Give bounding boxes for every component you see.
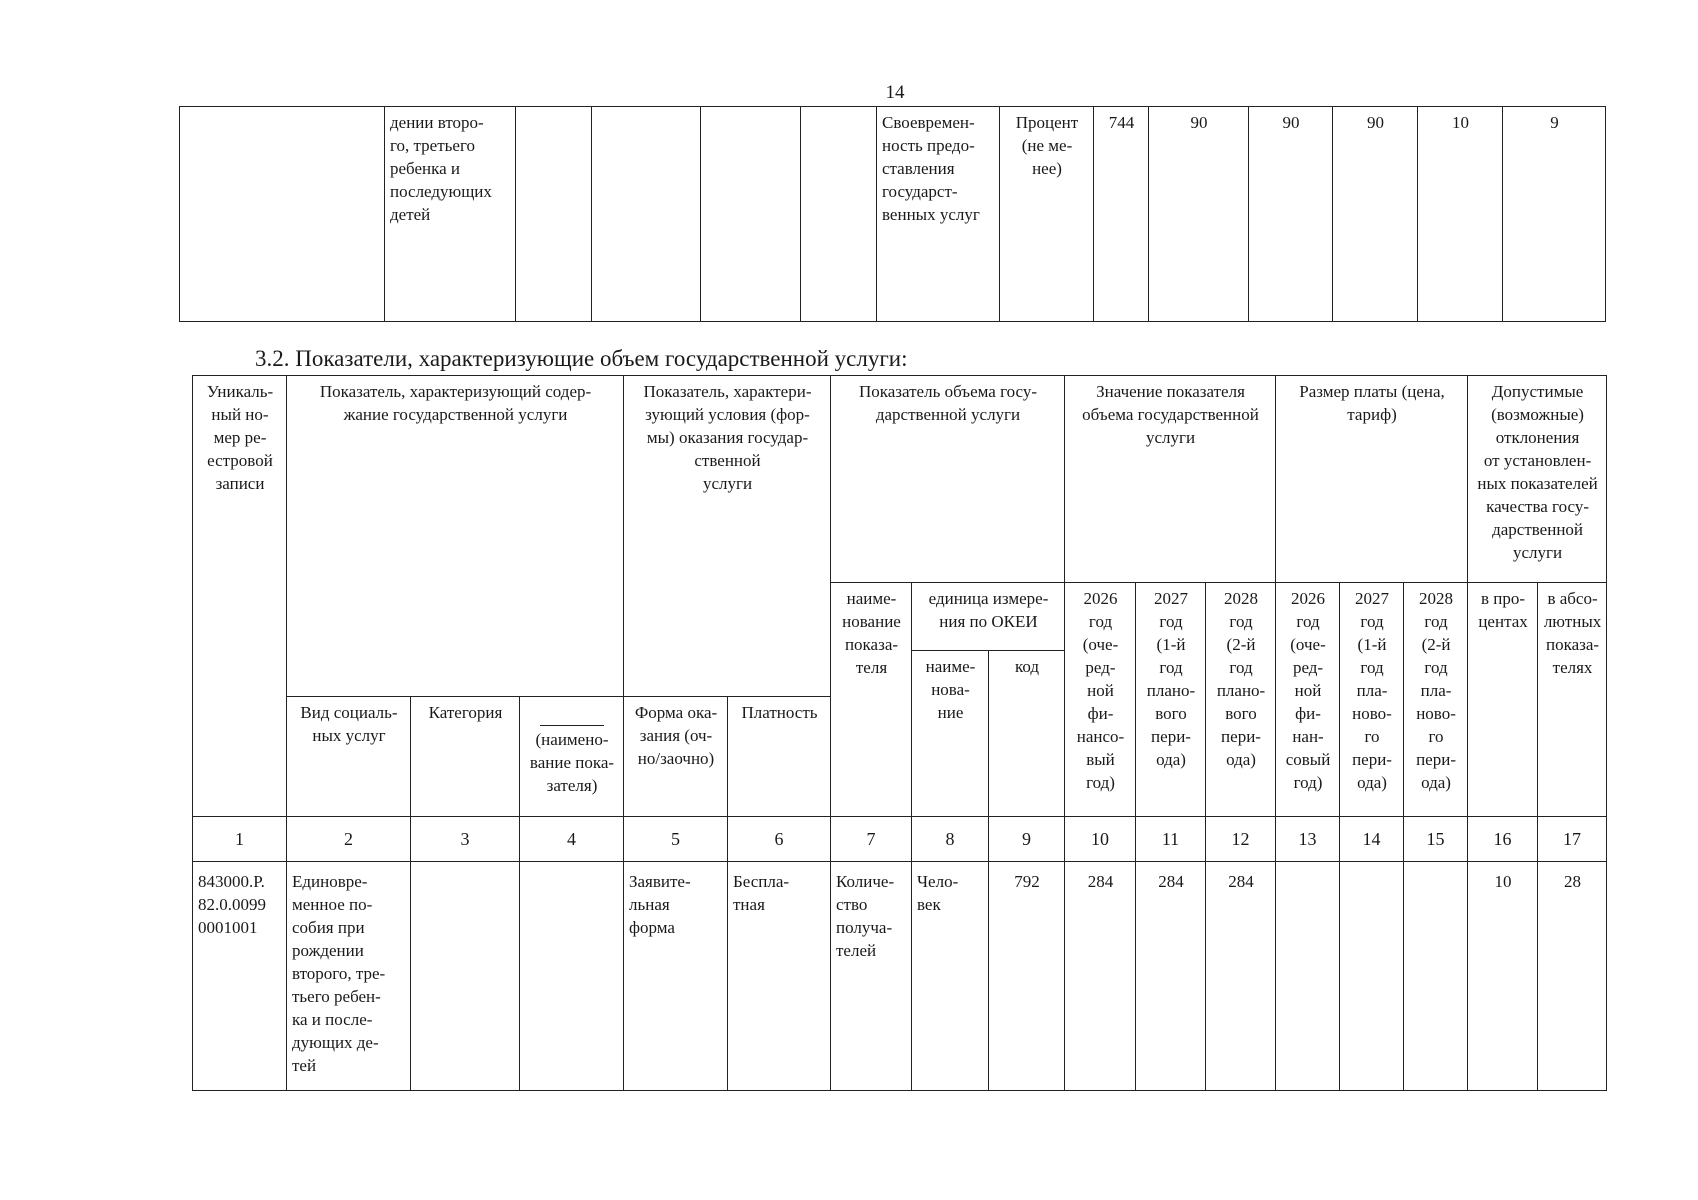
table-row	[193, 862, 1607, 1091]
column-number: 11	[1136, 817, 1206, 862]
top-cell-empty	[180, 107, 385, 322]
top-cell-empty	[516, 107, 592, 322]
header-fee-2027: 2027 год (1-й год пла- ново- го пери- ода)	[1340, 583, 1404, 817]
top-cell-unit: Процент (не ме- нее)	[1000, 107, 1094, 322]
header-value-2027: 2027 год (1-й год плано- вого пери- ода)	[1136, 583, 1206, 817]
header-value-group: Значение показателя объема государственной услуги	[1065, 376, 1276, 583]
page-number: 14	[885, 82, 905, 103]
header-volume-group: Показатель объема госу- дарственной услуги	[831, 376, 1065, 583]
header-okei-code: код	[989, 651, 1065, 817]
header-value-2026: 2026 год (оче- ред- ной фи- нансо- вый год)	[1065, 583, 1136, 817]
column-number: 8	[912, 817, 989, 862]
top-cell-empty	[592, 107, 701, 322]
cell-indicator-name: Количе- ство получа- телей	[831, 862, 912, 1091]
column-number: 14	[1340, 817, 1404, 862]
top-cell-content: дении второ- го, третьего ребенка и последующих детей	[385, 107, 516, 322]
section-title: 3.2. Показатели, характеризующие объем государственной услуги:	[255, 346, 908, 371]
top-cell-value-2027: 90	[1249, 107, 1333, 322]
header-deviation-group: Допустимые (возможные) отклонения от установлен- ных показателей качества госу- дарственной услуги	[1468, 376, 1607, 583]
cell-category	[411, 862, 520, 1091]
header-row-1	[193, 376, 1607, 583]
cell-fee-2028	[1404, 862, 1468, 1091]
column-number: 9	[989, 817, 1065, 862]
top-table-row	[180, 107, 1606, 322]
header-form: Форма ока- зания (оч- но/заочно)	[624, 697, 728, 817]
cell-dev-absolute: 28	[1538, 862, 1607, 1091]
header-fee-group: Размер платы (цена, тариф)	[1276, 376, 1468, 583]
column-number: 6	[728, 817, 831, 862]
header-blank-indicator	[520, 697, 624, 817]
column-number-row	[193, 817, 1607, 862]
top-cell-dev-percent: 10	[1418, 107, 1503, 322]
top-cell-dev-absolute: 9	[1503, 107, 1606, 322]
column-number: 13	[1276, 817, 1340, 862]
volume-indicators-table	[192, 375, 1607, 1091]
column-number: 17	[1538, 817, 1607, 862]
cell-unit-name: Чело- век	[912, 862, 989, 1091]
column-number: 5	[624, 817, 728, 862]
cell-dev-percent: 10	[1468, 862, 1538, 1091]
top-cell-code: 744	[1094, 107, 1149, 322]
cell-value-2027: 284	[1136, 862, 1206, 1091]
header-dev-absolute: в абсо- лютных показа- телях	[1538, 583, 1607, 817]
column-number: 3	[411, 817, 520, 862]
header-payment: Платность	[728, 697, 831, 817]
top-quality-table	[179, 106, 1606, 322]
header-unique-number: Уникаль- ный но- мер ре- естровой записи	[193, 376, 287, 817]
column-number: 16	[1468, 817, 1538, 862]
header-okei-unit: единица измере- ния по ОКЕИ	[912, 583, 1065, 651]
header-service-type: Вид социаль- ных услуг	[287, 697, 411, 817]
top-cell-indicator: Своевремен- ность предо- ставления государст- венных услуг	[877, 107, 1000, 322]
top-cell-value-2026: 90	[1149, 107, 1249, 322]
header-value-2028: 2028 год (2-й год плано- вого пери- ода)	[1206, 583, 1276, 817]
header-blank-indicator-label: (наимено- вание пока- зателя)	[529, 730, 615, 795]
cell-value-2026: 284	[1065, 862, 1136, 1091]
cell-fee-2027	[1340, 862, 1404, 1091]
header-fee-2026: 2026 год (оче- ред- ной фи- нан- совый год)	[1276, 583, 1340, 817]
header-okei-name: наиме- нова- ние	[912, 651, 989, 817]
top-cell-value-2028: 90	[1333, 107, 1418, 322]
cell-service-type: Единовре- менное по- собия при рождении второго, тре- тьего ребен- ка и после- дующих де- тей	[287, 862, 411, 1091]
header-category: Категория	[411, 697, 520, 817]
column-number: 15	[1404, 817, 1468, 862]
header-conditions-group: Показатель, характери- зующий условия (фор- мы) оказания государ- ственной услуги	[624, 376, 831, 697]
header-content-group: Показатель, характеризующий содер- жание государственной услуги	[287, 376, 624, 697]
header-indicator-name: наиме- нование показа- теля	[831, 583, 912, 817]
column-number: 1	[193, 817, 287, 862]
header-fee-2028: 2028 год (2-й год пла- ново- го пери- ода)	[1404, 583, 1468, 817]
blank-underline	[540, 725, 604, 726]
column-number: 2	[287, 817, 411, 862]
cell-unique-number: 843000.Р. 82.0.0099 0001001	[193, 862, 287, 1091]
cell-value-2028: 284	[1206, 862, 1276, 1091]
column-number: 4	[520, 817, 624, 862]
cell-fee-2026	[1276, 862, 1340, 1091]
column-number: 12	[1206, 817, 1276, 862]
cell-blank-indicator	[520, 862, 624, 1091]
cell-form: Заявите- льная форма	[624, 862, 728, 1091]
top-cell-empty	[801, 107, 877, 322]
column-number: 7	[831, 817, 912, 862]
cell-payment: Беспла- тная	[728, 862, 831, 1091]
top-cell-empty	[701, 107, 801, 322]
column-number: 10	[1065, 817, 1136, 862]
header-dev-percent: в про- центах	[1468, 583, 1538, 817]
cell-unit-code: 792	[989, 862, 1065, 1091]
